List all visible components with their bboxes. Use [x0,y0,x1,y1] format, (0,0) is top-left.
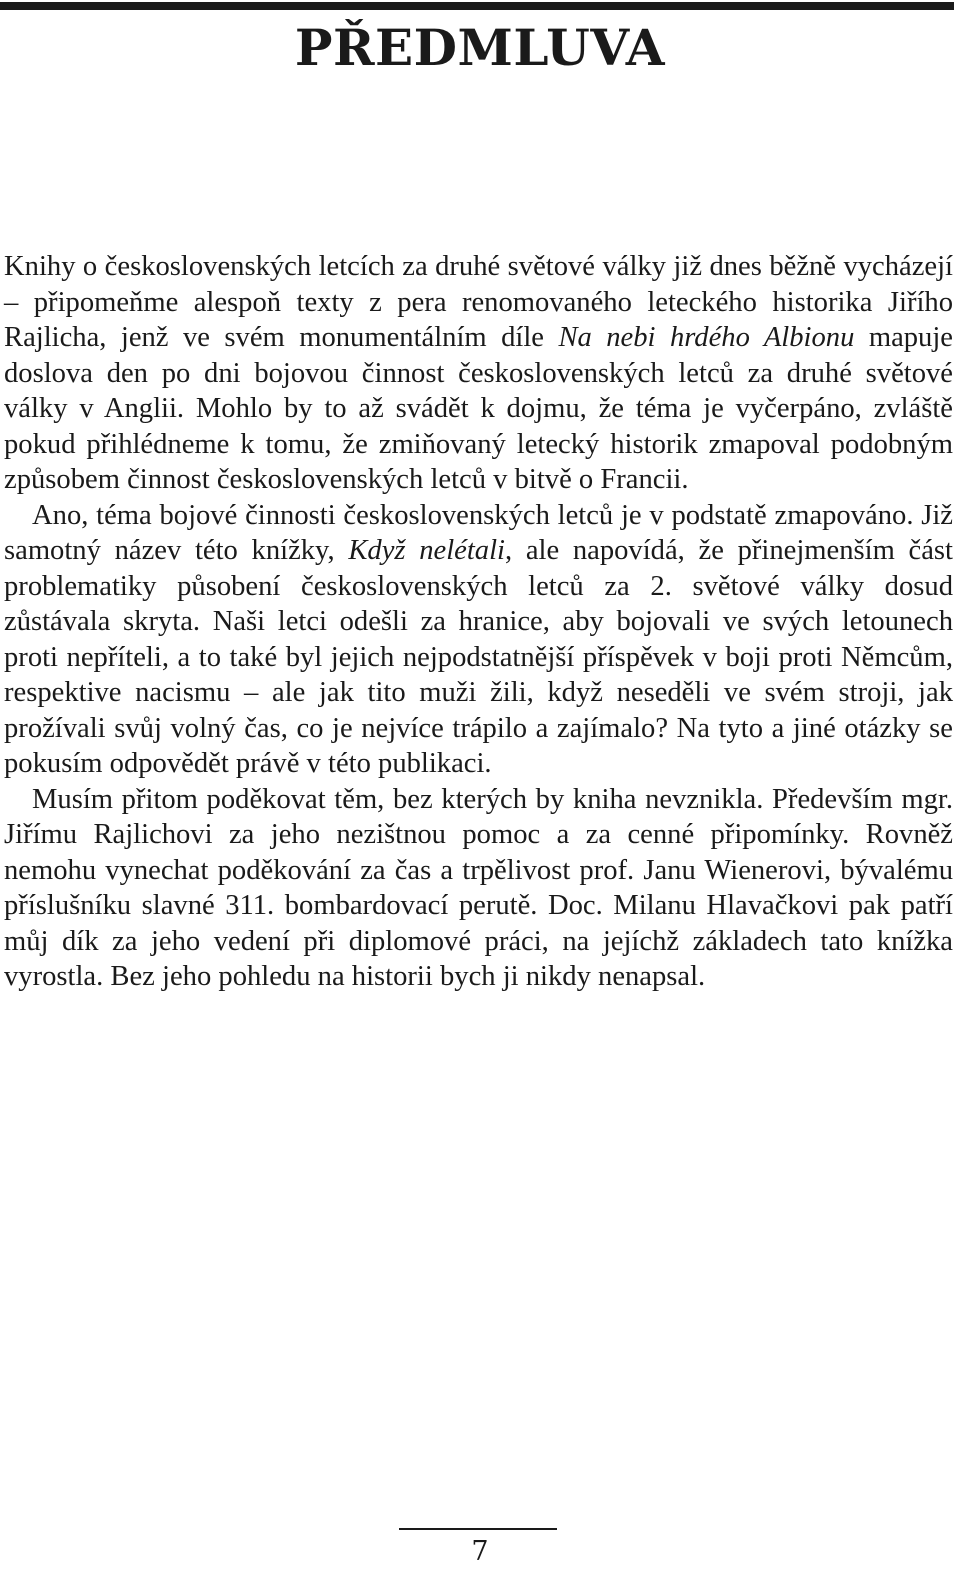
paragraph-2-text-start: Ano, téma bojové činnosti československých letců je v podstatě zmapováno. Již samotný název této knížky, [4,499,953,566]
page-number: 7 [471,1536,489,1567]
paragraph-1-text-end: mapuje doslova den po dni bojovou činnost československých letců za druhé světové války v Anglii. Mohlo by to až svádět k dojmu, že téma je vyčerpáno, zvláště pokud přihlédneme k tomu, že zmiňovaný letecký historik zmapoval podobným způsobem činnost československých letců v bitvě o Francii. [4,322,953,495]
book-title-emphasis: Když nelétali [348,535,505,566]
footer-rule [399,1528,557,1530]
body-text [4,249,953,995]
page-title: PŘEDMLUVA [294,18,666,77]
paragraph-1 [4,249,953,498]
book-title-emphasis: Na nebi hrdého Albionu [558,322,855,353]
paragraph-2-text-end: , ale napovídá, že přinejmenším část problematiky působení československých letců za 2. světové války dosud zůstávala skryta. Naši letci odešli za hranice, aby bojovali ve svých letounech proti nepříteli, a to také byl jejich nejpodstatnější příspěvek v boji proti Němcům, respektive nacismu – ale jak tito muži žili, když neseděli ve svém stroji, jak prožívali svůj volný čas, co je nejvíce trápilo a zajímalo? Na tyto a jiné otázky se pokusím odpovědět právě v této publikaci. [4,535,953,779]
paragraph-2 [4,498,953,782]
paragraph-3: Musím přitom poděkovat těm, bez kterých by kniha nevznikla. Především mgr. Jiřímu Rajlichovi za jeho nezištnou pomoc a za cenné připomínky. Rovněž nemohu vynechat poděkování za čas a trpělivost prof. Janu Wienerovi, bývalému příslušníku slavné 311. bombardovací perutě. Doc. Milanu Hlavačkovi pak patří můj dík za jeho vedení při diplomové práci, na jejíchž základech tato knížka vyrostla. Bez jeho pohledu na historii bych ji nikdy nenapsal. [4,783,953,992]
paragraph-1-text-start: Knihy o československých letcích za druhé světové války již dnes běžně vycházejí – připomeňme alespoň texty z pera renomovaného leteckého historika Jiřího Rajlicha, jenž ve svém monumentálním díle [4,251,953,353]
top-rule [0,2,954,10]
